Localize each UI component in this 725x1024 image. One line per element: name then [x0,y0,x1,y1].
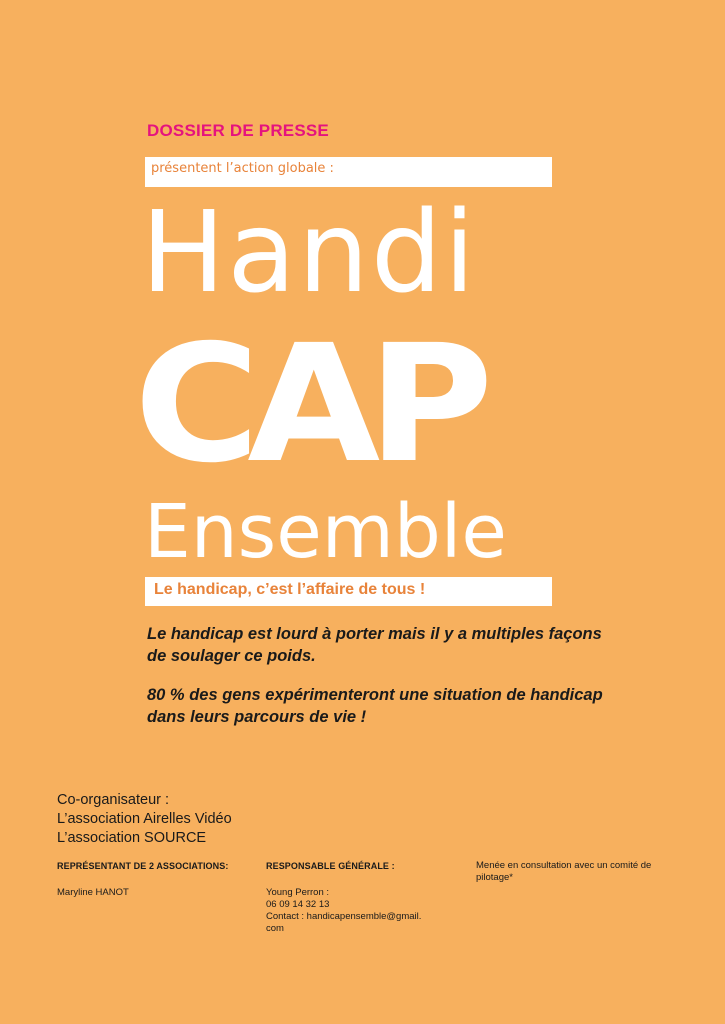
document-type-label: DOSSIER DE PRESSE [147,121,329,140]
presenter-text: présentent l’action globale : [151,161,334,176]
manager-contact [266,887,456,935]
tagline-banner [145,577,552,606]
title-handi: Handi [141,188,478,318]
representative-heading: REPRÉSENTANT DE 2 ASSOCIATIONS: [57,861,229,871]
manager-heading: RESPONSABLE GÉNÉRALE : [266,861,395,871]
manager-contact-line: Young Perron : [266,887,330,898]
title-ensemble: Ensemble [144,489,507,575]
statistic-paragraph: 80 % des gens expérimenteront une situation de handicap dans leurs parcours de vie ! [147,686,603,726]
coorganisers-block [57,791,232,848]
manager-column [266,860,456,935]
title-cap: CAP [134,311,481,499]
manager-contact-line: Contact : handicapensemble@gmail. [266,911,422,922]
manager-contact-line: 06 09 14 32 13 [266,899,330,910]
coorganiser-item: L’association Airelles Vidéo [57,811,232,827]
tagline-text: Le handicap, c’est l’affaire de tous ! [154,581,426,598]
coorganisers-label: Co-organisateur : [57,792,170,808]
steering-note: Menée en consultation avec un comité de pilotage* [476,860,652,883]
intro-paragraph: Le handicap est lourd à porter mais il y a multiples façons de soulager ce poids. [147,625,602,665]
representative-name: Maryline HANOT [57,887,129,898]
representative-column [57,860,228,899]
manager-contact-line: com [266,923,284,934]
coorganiser-item: L’association SOURCE [57,830,207,846]
